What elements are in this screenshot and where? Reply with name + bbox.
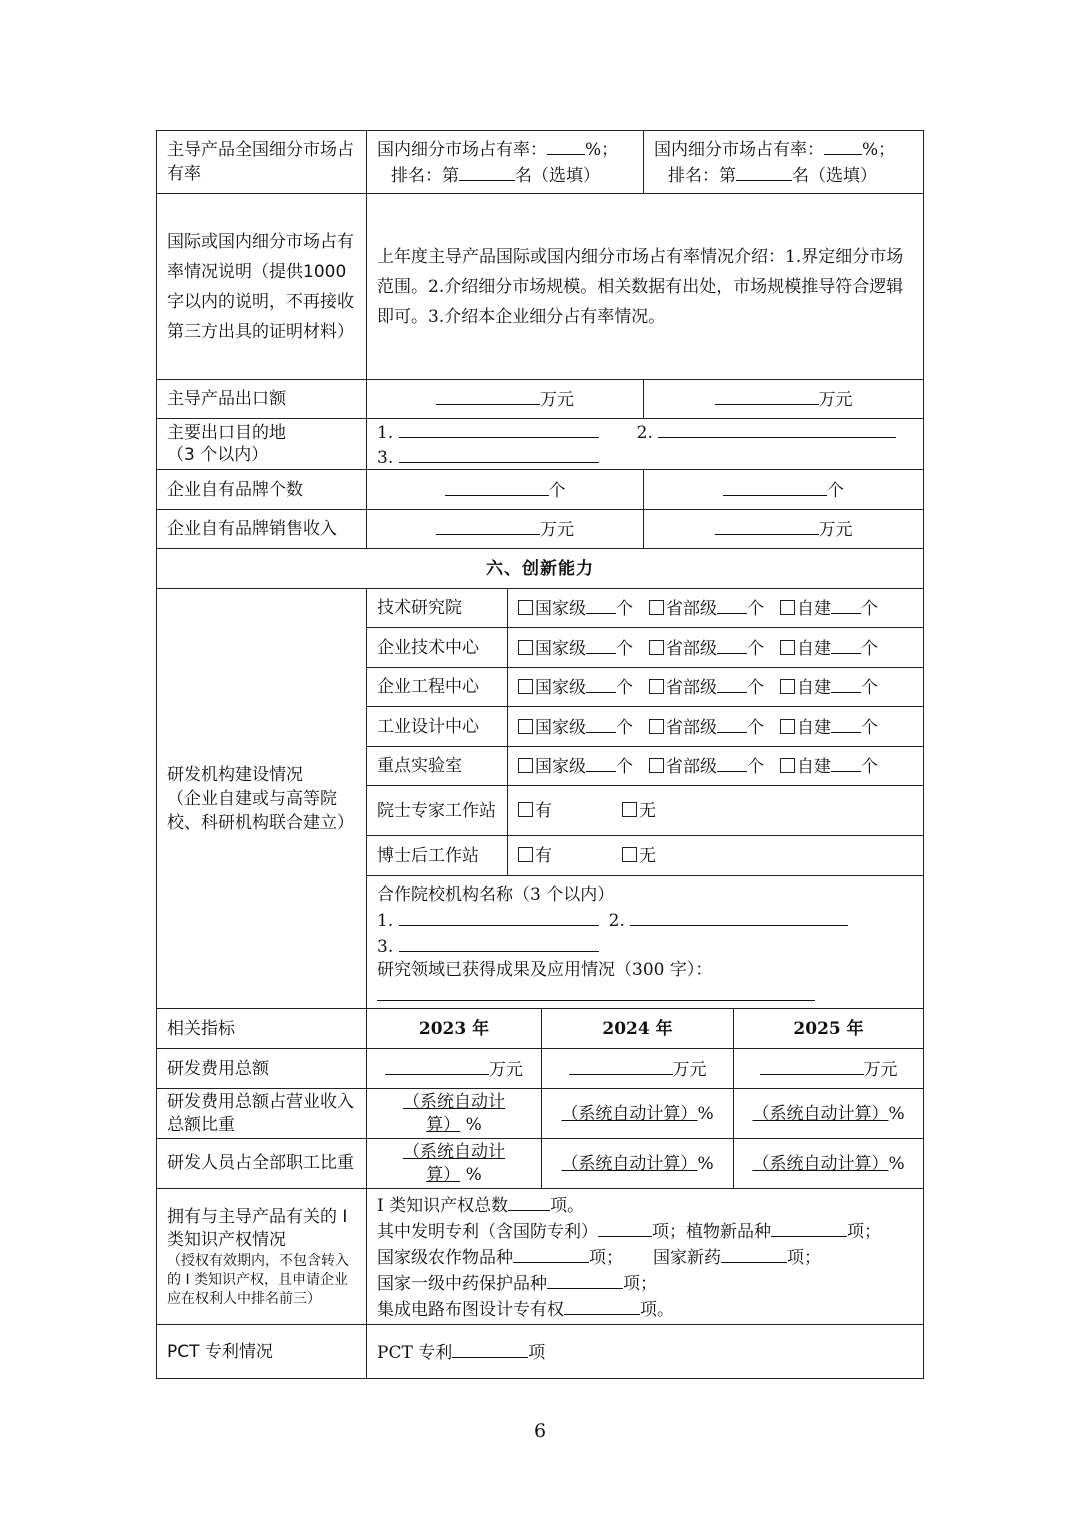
rd-total-2023: 万元: [367, 1049, 542, 1089]
checkbox-icon[interactable]: [518, 758, 533, 773]
checkbox-icon[interactable]: [622, 802, 637, 817]
rd-ratio-row: [157, 1089, 924, 1139]
indicators-label: 相关指标: [157, 1009, 367, 1049]
share-description-row: [157, 194, 924, 380]
staff-ratio-label: 研发人员占全部职工比重: [157, 1139, 367, 1189]
ip-label: 拥有与主导产品有关的 I 类知识产权情况 （授权有效期内，不包含转入的 I 类知识产权，且申请企业应在权利人中排名前三）: [157, 1189, 367, 1325]
brands-label: 企业自有品牌个数: [157, 470, 367, 510]
destinations-row: [157, 419, 924, 470]
market-share-row: [157, 131, 924, 194]
academician-options: 有 无: [508, 786, 924, 836]
rd-ratio-2025: （系统自动计算）%: [734, 1089, 924, 1139]
checkbox-icon[interactable]: [780, 600, 795, 615]
ip-row: [157, 1189, 924, 1325]
checkbox-icon[interactable]: [518, 719, 533, 734]
pct-cell: PCT 专利 项: [367, 1325, 924, 1379]
pct-label: PCT 专利情况: [157, 1325, 367, 1379]
destinations-cell: 1. 2. 3.: [367, 419, 924, 470]
brand-revenue-cell-1: 万元: [367, 510, 644, 549]
market-share-label: 主导产品全国细分市场占有率: [157, 131, 367, 194]
checkbox-icon[interactable]: [780, 679, 795, 694]
rd-row-name: 技术研究院: [367, 589, 508, 628]
rd-options: 国家级 个 省部级 个 自建 个: [508, 628, 924, 668]
brands-cell-2: 个: [644, 470, 924, 510]
export-cell-1: 万元: [367, 380, 644, 419]
section-6-title: 六、创新能力: [157, 549, 924, 589]
cooperation-cell: 合作院校机构名称（3 个以内） 1. 2. 3. 研究领域已获得成果及应用情况（300 字）：: [367, 876, 924, 1009]
export-cell-2: 万元: [644, 380, 924, 419]
staff-ratio-2025: （系统自动计算）%: [734, 1139, 924, 1189]
checkbox-icon[interactable]: [518, 640, 533, 655]
page-number: 6: [533, 1420, 547, 1442]
rd-options: 国家级 个 省部级 个 自建 个: [508, 668, 924, 707]
rd-row-name: 企业技术中心: [367, 628, 508, 668]
checkbox-icon[interactable]: [649, 679, 664, 694]
staff-ratio-2023: （系统自动计 算） %: [367, 1139, 542, 1189]
ip-cell: I 类知识产权总数 项。 其中发明专利（含国防专利） 项；植物新品种 项； 国家级农作物品种 项； 国家新药 项； 国家一级中药保护品种 项； 集成电路布图设计专有权 项。: [367, 1189, 924, 1325]
market-share-cell-1: 国内细分市场占有率： %； 排名：第 名（选填）: [367, 131, 644, 194]
pct-row: [157, 1325, 924, 1379]
checkbox-icon[interactable]: [649, 758, 664, 773]
rd-row-name: 企业工程中心: [367, 668, 508, 707]
section-6-row: [157, 549, 924, 589]
market-share-cell-2: 国内细分市场占有率： %； 排名：第 名（选填）: [644, 131, 924, 194]
checkbox-icon[interactable]: [780, 719, 795, 734]
rd-row-name: 重点实验室: [367, 747, 508, 786]
indicators-header-row: [157, 1009, 924, 1049]
rd-options: 国家级 个 省部级 个 自建 个: [508, 707, 924, 747]
checkbox-icon[interactable]: [518, 847, 533, 862]
rd-total-2025: 万元: [734, 1049, 924, 1089]
share-description-label: 国际或国内细分市场占有率情况说明（提供1000字以内的说明，不再接收第三方出具的证明材料）: [157, 194, 367, 380]
rd-ratio-label: 研发费用总额占营业收入总额比重: [157, 1089, 367, 1139]
checkbox-icon[interactable]: [622, 847, 637, 862]
checkbox-icon[interactable]: [649, 640, 664, 655]
checkbox-icon[interactable]: [649, 719, 664, 734]
export-label: 主导产品出口额: [157, 380, 367, 419]
rd-total-label: 研发费用总额: [157, 1049, 367, 1089]
brand-revenue-row: [157, 510, 924, 549]
share-description-text: 上年度主导产品国际或国内细分市场占有率情况介绍：1.界定细分市场范围。2.介绍细分市场规模。相关数据有出处，市场规模推导符合逻辑即可。3.介绍本企业细分占有率情况。: [367, 194, 924, 380]
brand-revenue-label: 企业自有品牌销售收入: [157, 510, 367, 549]
checkbox-icon[interactable]: [518, 600, 533, 615]
postdoc-options: 有 无: [508, 836, 924, 876]
destinations-label: 主要出口目的地 （3 个以内）: [157, 419, 367, 470]
application-form-table: [156, 130, 924, 1379]
rd-options: 国家级 个 省部级 个 自建 个: [508, 589, 924, 628]
postdoc-label: 博士后工作站: [367, 836, 508, 876]
checkbox-icon[interactable]: [780, 640, 795, 655]
year-2025: 2025 年: [734, 1009, 924, 1049]
brands-cell-1: 个: [367, 470, 644, 510]
checkbox-icon[interactable]: [649, 600, 664, 615]
rd-label: 研发机构建设情况 （企业自建或与高等院校、科研机构联合建立）: [157, 589, 367, 1009]
rd-ratio-2023: （系统自动计 算） %: [367, 1089, 542, 1139]
export-row: [157, 380, 924, 419]
rd-total-2024: 万元: [542, 1049, 734, 1089]
rd-total-row: [157, 1049, 924, 1089]
checkbox-icon[interactable]: [518, 679, 533, 694]
rd-row: [157, 589, 924, 628]
brand-revenue-cell-2: 万元: [644, 510, 924, 549]
year-2023: 2023 年: [367, 1009, 542, 1049]
staff-ratio-row: [157, 1139, 924, 1189]
rd-ratio-2024: （系统自动计算）%: [542, 1089, 734, 1139]
academician-label: 院士专家工作站: [367, 786, 508, 836]
checkbox-icon[interactable]: [518, 802, 533, 817]
staff-ratio-2024: （系统自动计算）%: [542, 1139, 734, 1189]
year-2024: 2024 年: [542, 1009, 734, 1049]
rd-row-name: 工业设计中心: [367, 707, 508, 747]
checkbox-icon[interactable]: [780, 758, 795, 773]
rd-options: 国家级 个 省部级 个 自建 个: [508, 747, 924, 786]
brands-row: [157, 470, 924, 510]
